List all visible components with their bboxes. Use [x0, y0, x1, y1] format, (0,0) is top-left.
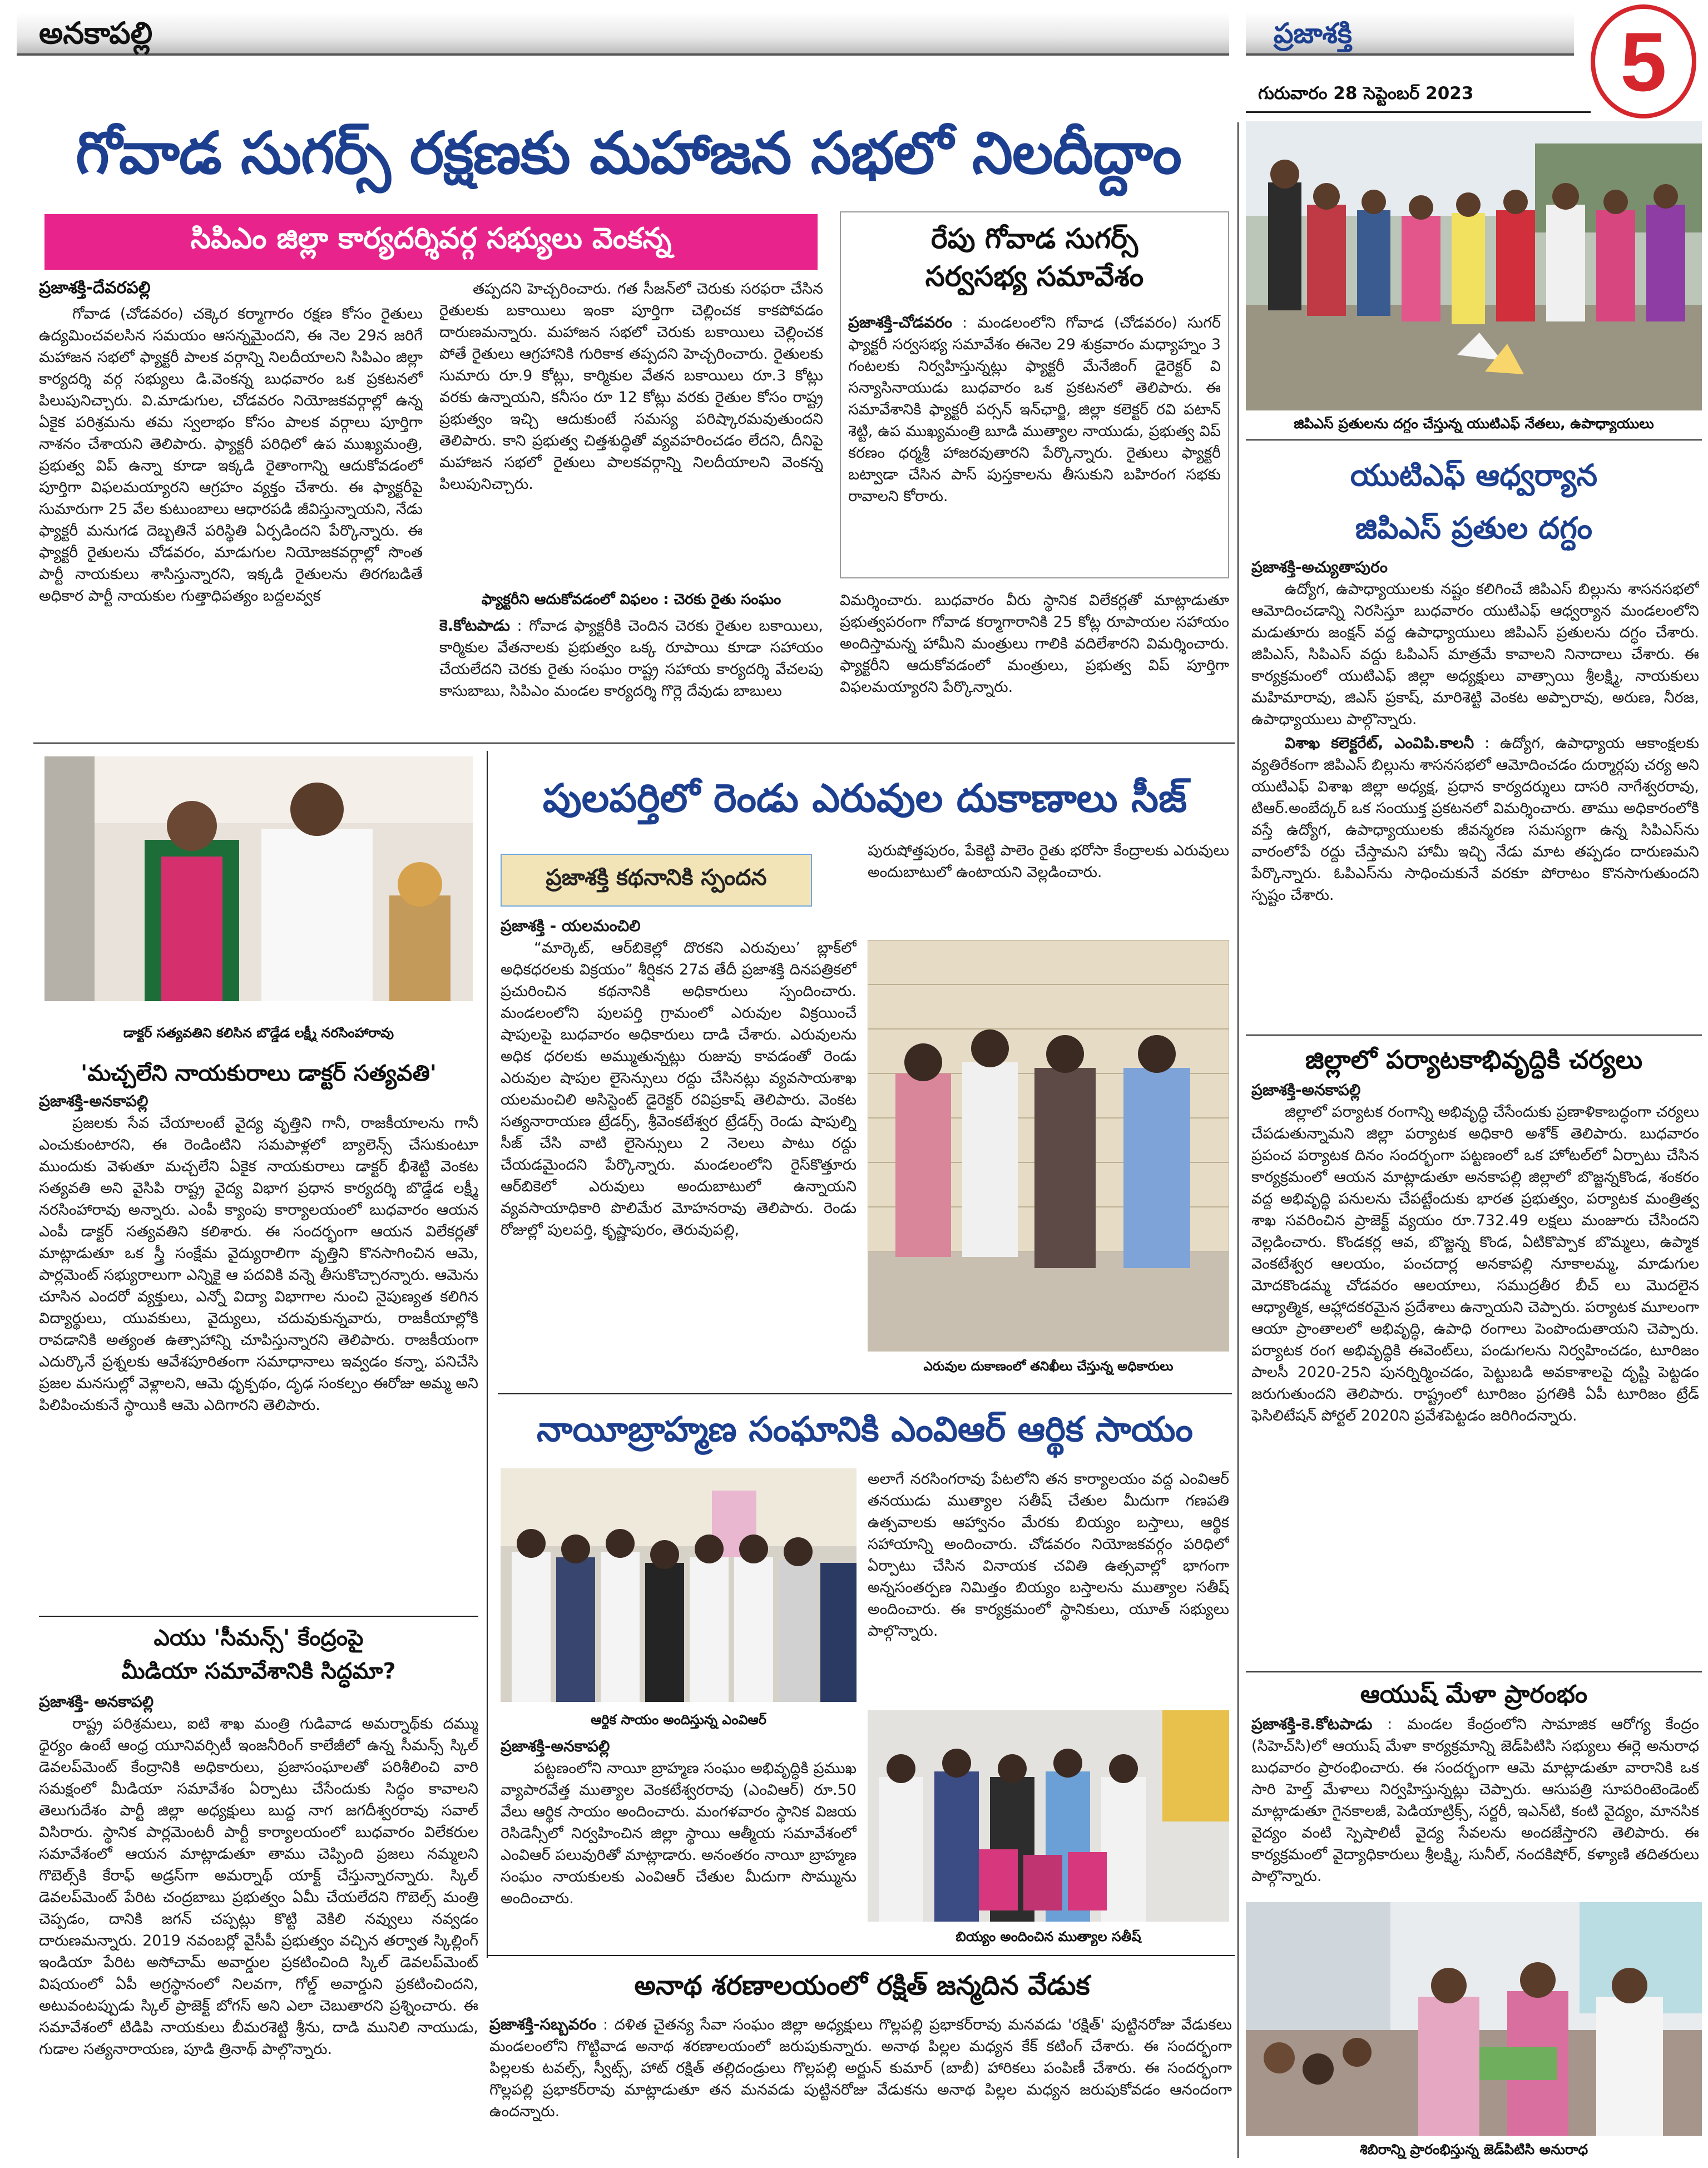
sathyavathi-photo [44, 756, 473, 1001]
utf-rule [1246, 439, 1702, 440]
lead-headline: గోవాడ సుగర్స్ రక్షణకు మహాజన సభలో నిలదీద్దాం [76, 119, 1181, 187]
lead-inner-dateline: కె.కోటపాడు [439, 616, 510, 635]
tourism-dateline: ప్రజాశక్తి-అనకాపల్లి [1251, 1081, 1361, 1099]
masthead-left-band [17, 12, 1229, 56]
nayee-dateline: ప్రజాశక్తి-అనకాపల్లి [501, 1737, 610, 1755]
page-number-badge [1591, 4, 1696, 118]
nayee-text-top: అలాగే నరసింగరావు పేటలోని తన కార్యాలయం వద్ద ఎంవిఆర్ తనయుడు ముత్యాల సతీష్ చేతుల మీదుగా గణపతి ఉత్సవాలకు ఆహ్వానం మేరకు బియ్యం బస్తాలు, ఆర్థిక సహాయాన్ని అందించారు. చోడవరం నియోజకవర్గం పరిధిలో ఏర్పాటు చేసిన వినాయక చవితి ఉత్సవాల్లో భాగంగా అన్నసంతర్పణ నిమిత్తం బియ్యం బస్తాలను ముత్యాల సతీష్ అందించారు. ఈ కార్యక్రమంలో స్థానికులు, యూత్ సభ్యులు పాల్గొన్నారు. [868, 1471, 1229, 1640]
meeting-text: : మండలంలోని గోవాడ (చోడవరం) సుగర్ ఫ్యాక్టరీ సర్వసభ్య సమావేశం ఈనెల 29 శుక్రవారం మధ్యాహ్నం 3 గంటలకు నిర్వహిస్తున్నట్లు ఫ్యాక్టరీ మేనేజింగ్ డైరెక్టర్ వి సన్యాసినాయుడు బుధవారం ఒక ప్రకటనలో తెలిపారు. ఈ సమావేశానికి ఫ్యాక్టరీ పర్సన్ ఇన్‌ఛార్జి, జిల్లా కలెక్టర్ రవి పటాన్ శెట్టి, ఉప ముఖ్యమంత్రి బూడి ముత్యాల నాయుడు, ప్రభుత్వ విప్ కరణం ధర్మశ్రీ హాజరవుతారని పేర్కొన్నారు. రైతులు ఫ్యాక్టరీ బట్వాడా చేసిన పాస్ పుస్తకాలను తీసుకుని బహిరంగ సభకు రావాలని కోరారు. [848, 314, 1221, 505]
fertilizer-dateline: ప్రజాశక్తి - యలమంచిలి [501, 917, 641, 935]
sathyavathi-photo-caption: డాక్టర్ సత్యవతిని కలిసిన బొడ్డేడ లక్ష్మీ నరసింహారావు [123, 1025, 394, 1041]
tourism-rule [1246, 1034, 1702, 1036]
lead-bottom-rule [33, 743, 1235, 744]
nayee-text: పట్టణంలోని నాయీ బ్రాహ్మణ సంఘం అభివృద్ధికి ప్రముఖ వ్యాపారవేత్త ముత్యాల వెంకటేశ్వరరావు (ఎంవిఆర్) రూ.50 వేలు ఆర్థిక సాయం అందించారు. మంగళవారం స్థానిక విజయ రెసిడెన్సీలో నిర్వహించిన జిల్లా స్థాయి ఆత్మీయ సమావేశంలో ఎంవిఆర్ పలువురితో మాట్లాడారు. అనంతరం నాయీ బ్రాహ్మణ సంఘం నాయకులకు ఎంవిఆర్ చేతుల మీదుగా సొమ్మును అందించారు. [501, 1760, 857, 1907]
orphan-dateline: ప్రజాశక్తి-సబ్బవరం [489, 2015, 597, 2033]
utf-dateline-2: విశాఖ కలెక్టరేట్, ఎంవిపి.కాలనీ [1285, 735, 1474, 752]
nayee-headline: నాయీబ్రాహ్మణ సంఘానికి ఎంవిఆర్ ఆర్థిక సాయం [537, 1409, 1193, 1449]
lead-column-2 [439, 278, 823, 587]
utf-dateline: ప్రజాశక్తి-అచ్యుతాపురం [1251, 558, 1388, 576]
meeting-continuation [840, 590, 1229, 737]
siemens-head-2: మీడియా సమావేశానికి సిద్ధమా? [121, 1659, 396, 1684]
sathyavathi-body [39, 1090, 478, 1610]
lead-subhead-banner [44, 214, 818, 270]
sathyavathi-dateline: ప్రజాశక్తి-అనకాపల్లి [39, 1092, 148, 1110]
ayush-photo-caption: శిబిరాన్ని ప్రారంభిస్తున్న జెడ్‌పిటిసి అనురాధ [1359, 2141, 1588, 2157]
utf-head-2: జిపిఎస్ ప్రతుల దగ్ధం [1355, 511, 1593, 546]
meeting-dateline: ప్రజాశక్తి-చోడవరం [848, 313, 953, 331]
utf-head-1: యుటిఎఫ్ ఆధ్వర్యాన [1350, 458, 1598, 493]
orphan-text: : దళిత చైతన్య సేవా సంఘం జిల్లా అధ్యక్షులు గొల్లపల్లి ప్రభాకర్‌రావు మనవడు 'రక్షిత్' పుట్టినరోజు వేడుకలు మండలంలోని గొట్టివాడ అనాథ శరణాలయంలో జరుపుకున్నారు. అనాథ పిల్లల మధ్యన కేక్ కటింగ్ చేశారు. ఈ సందర్భంగా పిల్లలకు టవల్స్, స్వీట్స్, హాట్ రక్షిత్ తల్లిదండ్రులు గొల్లపల్లి అర్జున్ కుమార్ (బాబీ) హారికలు పంపిణీ చేశారు. ఈ సందర్భంగా గొల్లపల్లి ప్రభాకర్‌రావు మాట్లాడుతూ తన మనవడు పుట్టినరోజు వేడుకను అనాథ పిల్లల మధ్యన జరుపుకోవడం ఆనందంగా ఉందన్నారు. [489, 2016, 1232, 2120]
siemens-text: రాష్ట్ర పరిశ్రమలు, ఐటి శాఖ మంత్రి గుడివాడ అమర్నాథ్‌కు దమ్ము ధైర్యం ఉంటే ఆంధ్ర యూనివర్సిటీ ఇంజనీరింగ్ కాలేజీలో ఉన్న సీమన్స్ స్కిల్ డెవలప్‌మెంట్ కేంద్రానికి అధికారులు, ప్రజాసంఘాలతో పరిశీలించి వారి సమక్షంలో మీడియా సమావేశం ఏర్పాటు చేసేందుకు సిద్ధం కావాలని తెలుగుదేశం పార్టీ జిల్లా అధ్యక్షులు బుద్ద నాగ జగదీశ్వరరావు సవాల్ విసిరారు. స్థానిక పార్లమెంటరీ పార్టీ కార్యాలయంలో బుధవారం విలేకరుల సమావేశంలో ఆయన మాట్లాడుతూ తాము చెప్పింది ప్రజలు నమ్మలని గొబెల్స్‌కి కేరాఫ్ అడ్రస్‌గా అమర్నాథ్ యాక్ట్ చేస్తున్నారన్నారు. స్కిల్ డెవలప్‌మెంట్ పేరిట చంద్రబాబు ప్రభుత్వం ఏమీ చేయలేదని గొబెల్స్ మంత్రి చెప్పడం, దానికి జగన్ చప్పట్లు కొట్టి వెకిలి నవ్వులు నవ్వడం దారుణమన్నారు. 2019 నవంబర్లో వైసీపీ ప్రభుత్వం వచ్చిన తర్వాత స్కిల్లింగ్ ఇండియా పేరిట అసోచామ్ అవార్డుల ప్రకటించింది స్కిల్ డెవలప్‌మెంట్ విషయంలో ఏపీ అగ్రస్థానంలో నిలవగా, గోల్డ్ అవార్డుని ప్రకటించిందని, అటువంటప్పుడు స్కిల్ ప్రాజెక్ట్ బోగస్ అని ఎలా చెబుతారని ప్రశ్నించారు. ఈ సమావేశంలో టిడిపి నాయకులు బీమరశెట్టి శ్రీను, దాడి మునిలి నాయుడు, గుడాల సత్యనారాయణ, పూడి త్రినాథ్ పాల్గొన్నారు. [39, 1715, 478, 2058]
meeting-head-1: రేపు గోవాడ సుగర్స్ [930, 222, 1138, 255]
orphan-rule [487, 1955, 1235, 1956]
meeting-body [848, 311, 1221, 573]
meeting-head-2: సర్వసభ్య సమావేశం [925, 260, 1144, 293]
fertilizer-photo [868, 940, 1229, 1352]
lead-column-1-text: గోవాడ (చోడవరం) చక్కెర కర్మాగారం రక్షణ కోసం రైతులు ఉద్యమించవలసిన సమయం ఆసన్నమైందని, ఈ నెల 29న జరిగే మహాజన సభలో ఫ్యాక్టరీ పాలక వర్గాన్ని నిలదీయాలని సిపిఎం జిల్లా కార్యదర్శి వర్గ సభ్యులు డి.వెంకన్న బుధవారం ఒక ప్రకటనలో పిలుపునిచ్చారు. వి.మాడుగుల, చోడవరం నియోజకవర్గాల్లో ఉన్న ఏకైక పరిశ్రమను తమ స్వలాభం కోసం పాలక వర్గాలు పూర్తిగా నాశనం చేశాయని తెలిపారు. ఫ్యాక్టరీ పరిధిలో ఉప ముఖ్యమంత్రి, ప్రభుత్వ విప్ ఉన్నా కూడా ఇక్కడి రైతాంగాన్ని ఆదుకోవడంలో పూర్తిగా విఫలమయ్యారని ఆగ్రహం వ్యక్తం చేశారు. ఈ ఫ్యాక్టరీపై సుమారుగా 25 వేల కుటుంబాలు ఆధారపడి జీవిస్తున్నాయని, నేడు ఫ్యాక్టరీ మనుగడ దెబ్బతినే పరిస్థితి ఏర్పడిందని పేర్కొన్నారు. ఈ ఫ్యాక్టరీ రైతులను చోడవరం, మాడుగుల నియోజకవర్గాల్లో సొంత పార్టీ నాయకులు శాసిస్తున్నారని, ఇక్కడి రైతులను తిరగబడితే అధికార పార్టీ నాయకుల గుత్తాధిపత్యం బద్దలవ్వక [39, 305, 423, 605]
lead-dateline: ప్రజాశక్తి-దేవరపల్లి [39, 278, 151, 298]
column-rule-left [487, 751, 488, 1958]
fertilizer-body [501, 915, 857, 1393]
nayee-body [501, 1735, 857, 1952]
ayush-body [1251, 1713, 1699, 1897]
ayush-head: ఆయుష్ మేళా ప్రారంభం [1360, 1680, 1588, 1709]
masthead [0, 0, 1708, 106]
lead-inner-head: ఫ్యాక్టరీని ఆదుకోవడంలో విఫలం : చెరకు రైతు సంఘం [481, 591, 781, 608]
lead-subhead: సిపిఎం జిల్లా కార్యదర్శివర్గ సభ్యులు వెంకన్న [190, 221, 672, 255]
ayush-text: : మండల కేంద్రంలోని సామాజిక ఆరోగ్య కేంద్రం (సిహెచ్‌సి)లో ఆయుష్ మేళా కార్యక్రమాన్ని జెడ్‌పిటిసి సభ్యులు ఈర్లె అనురాధ బుధవారం ప్రారంభించారు. ఈ సందర్భంగా ఆమె మాట్లాడుతూ వారానికి ఒక సారి హెల్త్ మేళాలు నిర్వహిస్తున్నట్లు చెప్పారు. ఆసుపత్రి సూపరింటెండెంట్ మాట్లాడుతూ గైనకాలజీ, పెడియాట్రిక్స్, సర్జరీ, ఇఎన్‌టి, కంటి వైద్యం, మానసిక వైద్యం వంటి స్పెషాలిటీ వైద్య సేవలను అందజేస్తారని తెలిపారు. ఈ కార్యక్రమంలో వైద్యాధికారులు శ్రీలక్ష్మి, సునీల్, నందకిషోర్, కళ్యాణి తదితరులు పాల్గొన్నారు. [1251, 1716, 1699, 1885]
lead-inner [439, 615, 823, 737]
fertilizer-photo-caption: ఎరువుల దుకాణంలో తనిఖీలు చేస్తున్న అధికారులు [923, 1359, 1174, 1374]
lead-inner-text: : గోవాడ ఫ్యాక్టరీకి చెందిన చెరకు రైతుల బకాయిలు, కార్మికుల వేతనాలకు ప్రభుత్వం ఒక్క రూపాయి కూడా సహాయం చేయలేదని చెరకు రైతు సంఘం రాష్ట్ర సహాయ కార్యదర్శి వేచలపు కాసుబాబు, సిపిఎం మండల కార్యదర్శి గొర్లె దేవుడు బాబులు [439, 617, 823, 700]
masthead-rule [1246, 111, 1591, 113]
fertilizer-subhead-box [501, 854, 812, 907]
lead-column-1 [39, 303, 423, 737]
nayee-photo-1-caption: ఆర్థిక సాయం అందిస్తున్న ఎంవిఆర్ [591, 1712, 766, 1728]
ayush-rule [1246, 1671, 1702, 1672]
utf-photo [1246, 121, 1702, 410]
nayee-photo-1 [501, 1468, 857, 1702]
orphan-body [489, 2013, 1232, 2158]
page-number: 5 [1620, 14, 1667, 108]
siemens-dateline: ప్రజాశక్తి- అనకాపల్లి [39, 1692, 154, 1711]
ayush-photo [1246, 1902, 1702, 2136]
tourism-text: జిల్లాలో పర్యాటక రంగాన్ని అభివృద్ధి చేసేందుకు ప్రణాళికాబద్ధంగా చర్యలు చేపడుతున్నామని జిల్లా పర్యాటక అధికారి అశోక్ తెలిపారు. బుధవారం ప్రపంచ పర్యాటక దినం సందర్భంగా పట్టణంలో ఒక హోటల్‌లో ఏర్పాటు చేసిన కార్యక్రమంలో ఆయన మాట్లాడుతూ అనకాపల్లి జిల్లాలో బొజ్జన్నకొండ, శంకరం వద్ద అభివృద్ధి పనులను చేపట్టేందుకు భారత ప్రభుత్వం, పర్యాటక మంత్రిత్వ శాఖ సవరించిన ప్రాజెక్ట్ వ్యయం రూ.732.49 లక్షలు మంజూరు చేసిందని వెల్లడించారు. కొండకర్ల ఆవ, బొజ్జన్న కొండ, ఏటికొప్పాక బొమ్మలు, ఉప్మాక వెంకటేశ్వర ఆలయం, పంచదార్ల అనకాపల్లి నూకాలమ్మ, మాడుగుల మోదకొండమ్మ చోడవరం ఆలయాలు, సముద్రతీర బీచ్ లు మొదలైన ఆధ్యాత్మిక, ఆహ్లాదకరమైన ప్రదేశాలు ఉన్నాయని చెప్పారు. పర్యాటక మూలంగా ఆయా ప్రాంతాలలో అభివృద్ధి, ఉపాధి రంగాలు పెంపొందుతాయని చెప్పారు. పర్యాటక రంగ అభివృద్ధికి ఈవెంట్‌లు, పండుగలను నిర్వహించడం, టూరిజం పాలసీ 2020-25ని పునర్నిర్మించడం, పెట్టుబడి అవకాశాలపై దృష్టి పెట్టడం జరుగుతుందని తెలిపారు. రాష్ట్రంలో టూరిజం ప్రగతికి ఏపీ టూరిజం ట్రేడ్ ఫెసిలిటేషన్ పోర్టల్ 2020ని ప్రవేశపెట్టడం జరిగిందన్నారు. [1251, 1103, 1699, 1424]
fertilizer-subhead: ప్రజాశక్తి కథనానికి స్పందన [546, 864, 767, 890]
utf-body [1251, 556, 1699, 1029]
paper-name: ప్రజాశక్తి [1274, 17, 1352, 50]
orphan-headline: అనాథ శరణాలయంలో రక్షిత్ జన్మదిన వేడుక [634, 1970, 1090, 2001]
utf-text: ఉద్యోగ, ఉపాధ్యాయులకు నష్టం కలిగించే జిపిఎస్ బిల్లును శాసనసభలో ఆమోదించడాన్ని నిరసిస్తూ బుధవారం యుటిఎఫ్ ఆధ్వర్యాన మండలంలోని మడుతూరు జంక్షన్ వద్ద ఉపాధ్యాయులు జిపిఎస్ ప్రతులను దగ్ధం చేశారు. జిపిఎస్, సిపిఎస్ వద్దు ఓపిఎస్ మాత్రమే కావాలని నినాదాలు చేశారు. ఈ కార్యక్రమంలో యుటిఎఫ్ జిల్లా అధ్యక్షులు వాత్సాయి శ్రీలక్ష్మి, నాయకులు మహిమారావు, జిఎస్ ప్రకాష్, మారిశెట్టి వెంకట అప్పారావు, అరుణ, నీరజ, ఉపాధ్యాయులు పాల్గొన్నారు. [1251, 581, 1699, 728]
siemens-rule [39, 1616, 478, 1617]
nayee-photo-2-caption: బియ్యం అందించిన ముత్యాల సతీష్ [956, 1929, 1141, 1944]
nayee-top-right [868, 1468, 1229, 1702]
siemens-body [39, 1691, 478, 2158]
sathyavathi-head: 'మచ్చలేని నాయకురాలు డాక్టర్ సత్యవతి' [80, 1061, 437, 1086]
ayush-dateline: ప్రజాశక్తి-కె.కోటపాడు [1251, 1715, 1373, 1733]
column-rule-right [1237, 122, 1239, 2158]
utf-text-2: : ఉద్యోగ, ఉపాధ్యాయ ఆకాంక్షలకు వ్యతిరేకంగా జిపిఎస్ బిల్లును శాసనసభలో ఆమోదించడం దుర్మార్గపు చర్య అని యుటిఎఫ్ విశాఖ జిల్లా అధ్యక్ష, ప్రధాన కార్యదర్శులు దాసరి నాగేశ్వరరావు, టిఆర్.అంబేద్కర్ ఒక సంయుక్త ప్రకటనలో విమర్శించారు. తాము అధికారంలోకి వస్తే ఉద్యోగ, ఉపాధ్యాయులకు జీవన్మరణ సమస్యగా ఉన్న సిపిఎస్‌ను వారంలోపే రద్దు చేస్తామని హామీ ఇచ్చి నేడు మాట తప్పడం దారుణమని పేర్కొన్నారు. ఓపిఎస్‌ను సాధించుకునే వరకూ పోరాటం కొనసాగుతుందని స్పష్టం చేశారు. [1251, 735, 1699, 904]
fertilizer-text-top: పురుషోత్తపురం, పేకెట్టి పాలెం రైతు భరోసా కేంద్రాలకు ఎరువులు అందుబాటులో ఉంటాయని వెల్లడించారు. [868, 842, 1229, 881]
meeting-text-2: విమర్శించారు. బుధవారం వీరు స్థానిక విలేకర్లతో మాట్లాడుతూ ప్రభుత్వపరంగా గోవాడ కర్మాగారానికి 25 కోట్ల రూపాయల సహాయం అందిస్తామన్న హామీని మంత్రులు గాలికి వదిలేశారని విమర్శించారు. ఫ్యాక్టరీని ఆదుకోవడంలో మంత్రులు, ప్రభుత్వ విప్ పూర్తిగా విఫలమయ్యారని పేర్కొన్నారు. [840, 592, 1229, 696]
nayee-rule [498, 1393, 1232, 1394]
lead-column-2-text: తప్పదని హెచ్చరించారు. గత సీజన్‌లో చెరుకు సరఫరా చేసిన రైతులకు బకాయిలు ఇంకా పూర్తిగా చెల్లించక కాకపోవడం దారుణమన్నారు. మహాజన సభలో చెరుకు బకాయిలు చెల్లించక పోతే రైతులు ఆగ్రహానికి గురికాక తప్పదని హెచ్చరించారు. రైతులకు సుమారు రూ.9 కోట్లు, కార్మికుల వేతన బకాయిలు రూ.3 కోట్లు వరకు ఉన్నాయని, కనీసం రూ 12 కోట్లు వరకు రైతుల కోసం రాష్ట్ర ప్రభుత్వం ఇచ్చి ఆదుకుంటే సమస్య పరిష్కారమవుతుందని తెలిపారు. కాని ప్రభుత్వ చిత్తశుద్ధితో వ్యవహరించడం లేదని, దీనిపై మహాజన సభలో రైతులు పాలకవర్గాన్ని నిలదీయాలని వెంకన్న పిలుపునిచ్చారు. [439, 280, 823, 493]
fertilizer-headline: పులపర్తిలో రెండు ఎరువుల దుకాణాలు సీజ్ [542, 775, 1187, 821]
sathyavathi-text: ప్రజలకు సేవ చేయాలంటే వైద్య వృత్తిని గానీ, రాజకీయాలను గానీ ఎంచుకుంటారని, ఈ రెండింటిని సమపాళ్లలో బ్యాలెన్స్ చేసుకుంటూ ముందుకు వెళుతూ మచ్చలేని ఏకైక నాయకురాలు డాక్టర్ భీశెట్టి వెంకట సత్యవతి అని వైసిపి రాష్ట్ర వైద్య విభాగ ప్రధాన కార్యదర్శి బొడ్డేడ లక్ష్మీ నరసింహారావు అన్నారు. ఎంపీ క్యాంపు కార్యాలయంలో బుధవారం ఆయన ఎంపీ డాక్టర్ సత్యవతిని కలిశారు. ఈ సందర్భంగా ఆయన విలేకర్లతో మాట్లాడుతూ ఒక స్త్రీ సంక్షేమ వైద్యురాలిగా వృత్తిని కొనసాగించిన ఆమె, పార్లమెంట్ సభ్యురాలుగా ఎన్నికై ఆ పదవికి వన్నె తీసుకొచ్చారన్నారు. ఆమెను చూసిన ఎందరో వ్యక్తులు, ఎన్నో విద్యా విభాగాల నుంచి నైపుణ్యత కలిగిన విద్యార్థులు, యువకులు, వైద్యులు, చదువుకున్నవారు, రాజకీయాల్లోకి రావడానికి అత్యంత ఉత్సాహాన్ని చూపిస్తున్నారని తెలిపారు. రాజకీయంగా ఎదుర్కొనే ప్రశ్నలకు ఆవేశపూరితంగా సమాధానాలు ఇవ్వడం కన్నా, పనిచేసి ప్రజల మనసుల్లో వెళ్లాలని, ఆమె ధృక్పథం, దృఢ సంకల్పం ఈరోజు అమ్మ అని పిలిపించుకునే స్థాయికి ఆమె ఎదిగారని తెలిపారు. [39, 1115, 478, 1414]
fertilizer-text: “మార్కెట్, ఆర్‌బికెల్లో దొరకని ఎరువులు’ బ్లాక్‌లో అధికధరలకు విక్రయం” శీర్షికన 27వ తేదీ ప్రజాశక్తి దినపత్రికలో ప్రచురించిన కథనానికి అధికారులు స్పందించారు. మండలంలోని పులపర్తి గ్రామంలో ఎరువుల విక్రయించే షాపులపై బుధవారం అధికారులు దాడి చేశారు. ఎరువులను అధిక ధరలకు అమ్ముతున్నట్లు రుజువు కావడంతో రెండు ఎరువుల షాపుల లైసెన్సులు రద్దు చేసినట్లు వ్యవసాయశాఖ యలమంచిలి అసిస్టెంట్ డైరెక్టర్ రవిప్రకాష్ తెలిపారు. వెంకట సత్యనారాయణ ట్రేడర్స్, శ్రీవెంకటేశ్వర ట్రేడర్స్ రెండు షాపుల్ని సీజ్ చేసి వాటి లైసెన్సులు 2 నెలలు పాటు రద్దు చేయడమైందని పేర్కొన్నారు. మండలంలోని రైస్‌కొత్తూరు ఆర్‌బికెలో ఎరువులు అందుబాటులో ఉన్నాయని వ్యవసాయాధికారి పొలిమేర మోహనరావు తెలిపారు. రెండు రోజుల్లో పులపర్తి, కృష్ణాపురం, తెరువుపల్లి, [501, 939, 857, 1239]
section-name: అనకాపల్లి [39, 16, 153, 51]
nayee-photo-2 [868, 1710, 1229, 1922]
fertilizer-top-right [868, 840, 1229, 929]
tourism-head: జిల్లాలో పర్యాటకాభివృద్ధికి చర్యలు [1305, 1045, 1643, 1075]
utf-photo-caption: జిపిఎస్ ప్రతులను దగ్ధం చేస్తున్న యుటిఎఫ్ నేతలు, ఉపాధ్యాయులు [1294, 415, 1654, 432]
siemens-head-1: ఎయు 'సీమన్స్' కేంద్రంపై [154, 1625, 364, 1651]
issue-date: గురువారం 28 సెప్టెంబర్ 2023 [1258, 83, 1474, 103]
tourism-body [1251, 1079, 1699, 1669]
